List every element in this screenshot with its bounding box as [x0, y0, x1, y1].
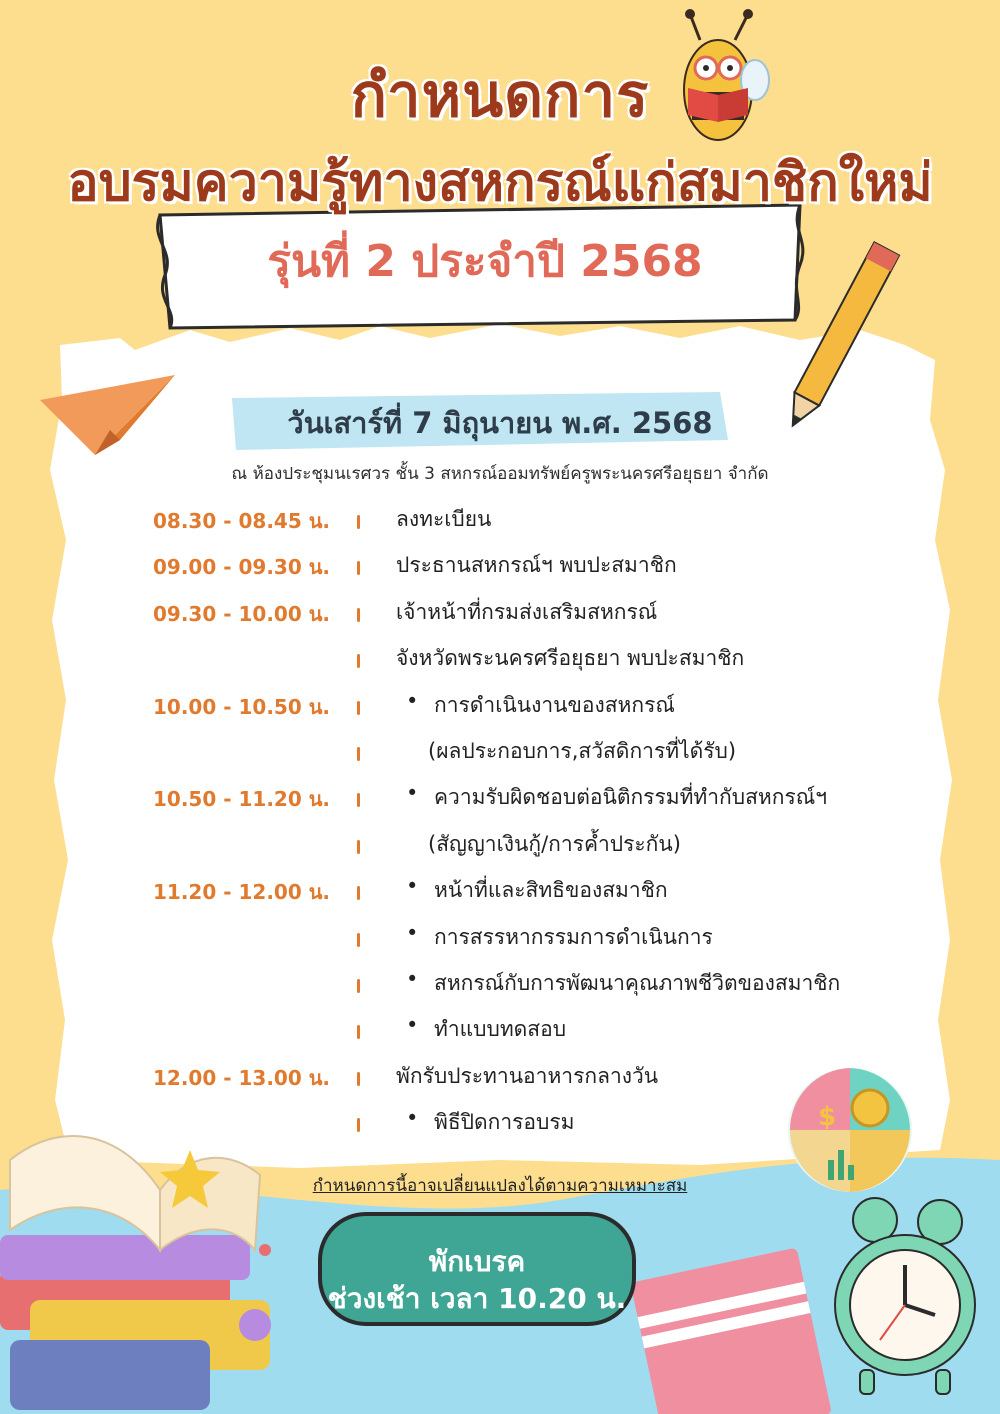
- schedule-divider: [357, 747, 360, 761]
- schedule-divider: [357, 840, 360, 854]
- schedule-divider: [357, 1118, 360, 1132]
- schedule-item: ลงทะเบียน: [396, 507, 492, 531]
- schedule-divider: [357, 1025, 360, 1039]
- bullet-icon: •: [406, 1013, 419, 1037]
- bullet-icon: •: [406, 781, 419, 805]
- bullet-icon: •: [406, 689, 419, 713]
- schedule-item: หน้าที่และสิทธิของสมาชิก: [434, 878, 668, 902]
- schedule-divider: [357, 793, 360, 807]
- schedule-time: 11.20 - 12.00 น.: [153, 880, 330, 904]
- dollar-icon: $: [818, 1102, 837, 1132]
- schedule-divider: [357, 654, 360, 668]
- schedule-item: (ผลประกอบการ,สวัสดิการที่ได้รับ): [428, 739, 737, 763]
- page-subtitle: อบรมความรู้ทางสหกรณ์แก่สมาชิกใหม่: [67, 153, 933, 213]
- schedule-divider: [357, 561, 360, 575]
- schedule-divider: [357, 515, 360, 529]
- schedule-item: ทำแบบทดสอบ: [434, 1017, 567, 1041]
- schedule-item: สหกรณ์กับการพัฒนาคุณภาพชีวิตของสมาชิก: [434, 971, 841, 995]
- bullet-icon: •: [406, 874, 419, 898]
- schedule-time: 09.00 - 09.30 น.: [153, 555, 330, 579]
- schedule-time: 08.30 - 08.45 น.: [153, 509, 330, 533]
- schedule-divider: [357, 701, 360, 715]
- schedule-item: พิธีปิดการอบรม: [434, 1110, 575, 1134]
- bullet-icon: •: [406, 967, 419, 991]
- page-title: กำหนดการ: [350, 61, 650, 131]
- bullet-icon: •: [406, 1106, 419, 1130]
- schedule-time: 12.00 - 13.00 น.: [153, 1066, 330, 1090]
- break-title: พักเบรค: [428, 1245, 526, 1278]
- schedule-item: จังหวัดพระนครศรีอยุธยา พบปะสมาชิก: [396, 646, 745, 670]
- schedule-time: 09.30 - 10.00 น.: [153, 602, 330, 626]
- schedule-divider: [357, 886, 360, 900]
- bullet-icon: •: [406, 921, 419, 945]
- schedule-divider: [357, 608, 360, 622]
- event-date: วันเสาร์ที่ 7 มิถุนายน พ.ศ. 2568: [287, 406, 713, 440]
- schedule-item: ประธานสหกรณ์ฯ พบปะสมาชิก: [396, 553, 677, 577]
- schedule-item: พักรับประทานอาหารกลางวัน: [396, 1064, 659, 1088]
- break-time: ช่วงเช้า เวลา 10.20 น.: [327, 1282, 627, 1315]
- batch-label: รุ่นที่ 2 ประจำปี 2568: [267, 236, 703, 287]
- schedule-item: การดำเนินงานของสหกรณ์: [434, 693, 675, 717]
- schedule-divider: [357, 979, 360, 993]
- schedule-time: 10.50 - 11.20 น.: [153, 787, 330, 811]
- event-venue: ณ ห้องประชุมนเรศวร ชั้น 3 สหกรณ์ออมทรัพย์ครูพระนครศรีอยุธยา จำกัด: [231, 464, 769, 484]
- change-note: กำหนดการนี้อาจเปลี่ยนแปลงได้ตามความเหมาะสม: [312, 1176, 688, 1196]
- schedule-divider: [357, 933, 360, 947]
- schedule-item: การสรรหากรรมการดำเนินการ: [434, 925, 713, 949]
- schedule-item: ความรับผิดชอบต่อนิติกรรมที่ทำกับสหกรณ์ฯ: [434, 785, 828, 809]
- schedule-divider: [357, 1072, 360, 1086]
- schedule-time: 10.00 - 10.50 น.: [153, 695, 330, 719]
- schedule-item: (สัญญาเงินกู้/การค้ำประกัน): [428, 832, 681, 856]
- schedule-item: เจ้าหน้าที่กรมส่งเสริมสหกรณ์: [396, 600, 658, 624]
